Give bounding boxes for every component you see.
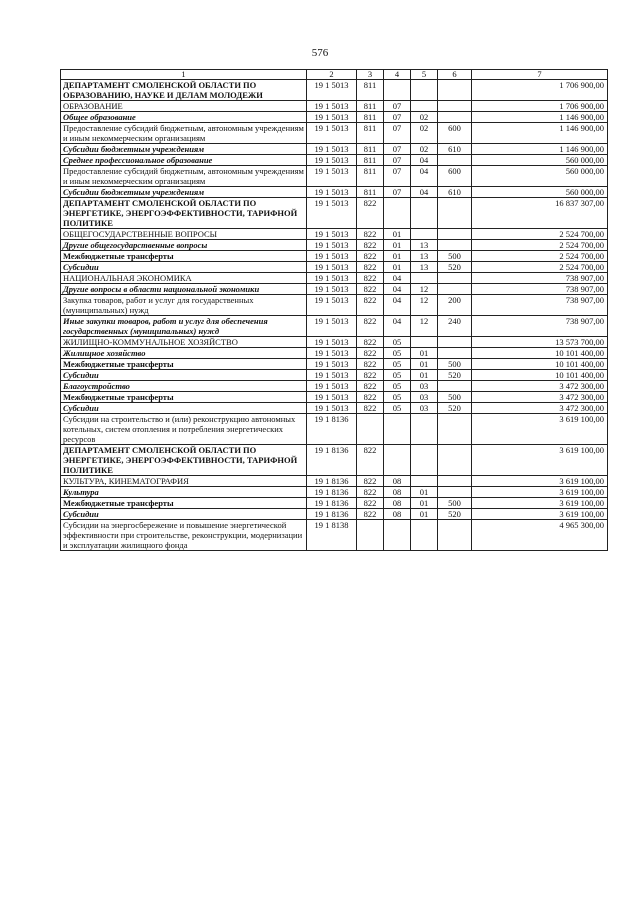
section-code: 07 <box>384 166 411 187</box>
target-article-code: 19 1 8138 <box>307 520 357 551</box>
ministry-code: 822 <box>357 273 384 284</box>
item-name: Субсидии <box>61 370 307 381</box>
item-name: Межбюджетные трансферты <box>61 392 307 403</box>
item-name: ОБЩЕГОСУДАРСТВЕННЫЕ ВОПРОСЫ <box>61 229 307 240</box>
item-name: Закупка товаров, работ и услуг для государственных (муниципальных) нужд <box>61 295 307 316</box>
item-name: Межбюджетные трансферты <box>61 498 307 509</box>
section-code: 05 <box>384 337 411 348</box>
item-name: ОБРАЗОВАНИЕ <box>61 101 307 112</box>
item-name: Субсидии на строительство и (или) реконструкцию автономных котельных, систем отопления и потребления энергетических ресурсов <box>61 414 307 445</box>
expense-type-code: 500 <box>438 392 472 403</box>
table-row <box>61 487 608 498</box>
expense-type-code: 600 <box>438 166 472 187</box>
expense-type-code <box>438 155 472 166</box>
target-article-code: 19 1 5013 <box>307 316 357 337</box>
amount: 560 000,00 <box>472 155 608 166</box>
amount: 16 837 307,00 <box>472 198 608 229</box>
expense-type-code: 200 <box>438 295 472 316</box>
subsection-code: 13 <box>411 240 438 251</box>
subsection-code: 03 <box>411 392 438 403</box>
subsection-code: 12 <box>411 316 438 337</box>
table-row <box>61 348 608 359</box>
table-row <box>61 284 608 295</box>
ministry-code: 822 <box>357 370 384 381</box>
item-name: Иные закупки товаров, работ и услуг для обеспечения государственных (муниципальных) нужд <box>61 316 307 337</box>
ministry-code: 822 <box>357 284 384 295</box>
subsection-code: 13 <box>411 262 438 273</box>
section-code: 04 <box>384 284 411 295</box>
table-row <box>61 240 608 251</box>
subsection-code <box>411 520 438 551</box>
amount: 1 706 900,00 <box>472 80 608 101</box>
amount: 3 472 300,00 <box>472 392 608 403</box>
table-row <box>61 273 608 284</box>
target-article-code: 19 1 5013 <box>307 112 357 123</box>
target-article-code: 19 1 5013 <box>307 101 357 112</box>
ministry-code: 822 <box>357 509 384 520</box>
ministry-code: 822 <box>357 295 384 316</box>
expense-type-code: 610 <box>438 144 472 155</box>
section-code: 05 <box>384 381 411 392</box>
amount: 3 619 100,00 <box>472 487 608 498</box>
subsection-code: 01 <box>411 348 438 359</box>
table-body <box>61 70 608 551</box>
expense-type-code <box>438 337 472 348</box>
expense-type-code <box>438 112 472 123</box>
expense-type-code <box>438 240 472 251</box>
page-number: 576 <box>311 47 329 59</box>
amount: 1 146 900,00 <box>472 123 608 144</box>
amount: 738 907,00 <box>472 273 608 284</box>
table-row <box>61 155 608 166</box>
header-col-7: 7 <box>472 70 608 80</box>
target-article-code: 19 1 8136 <box>307 498 357 509</box>
target-article-code: 19 1 5013 <box>307 273 357 284</box>
table-row <box>61 187 608 198</box>
section-code: 05 <box>384 403 411 414</box>
table-row <box>61 123 608 144</box>
table-row <box>61 198 608 229</box>
subsection-code: 04 <box>411 166 438 187</box>
ministry-code: 822 <box>357 381 384 392</box>
section-code: 07 <box>384 144 411 155</box>
subsection-code <box>411 198 438 229</box>
ministry-code: 822 <box>357 498 384 509</box>
section-code: 04 <box>384 316 411 337</box>
item-name: Предоставление субсидий бюджетным, автономным учреждениям и иным некоммерческим организациям <box>61 123 307 144</box>
subsection-code: 01 <box>411 509 438 520</box>
target-article-code: 19 1 8136 <box>307 445 357 476</box>
table-row <box>61 101 608 112</box>
target-article-code: 19 1 5013 <box>307 229 357 240</box>
expense-type-code: 500 <box>438 498 472 509</box>
section-code: 04 <box>384 273 411 284</box>
ministry-code: 822 <box>357 198 384 229</box>
amount: 3 619 100,00 <box>472 445 608 476</box>
item-name: ДЕПАРТАМЕНТ СМОЛЕНСКОЙ ОБЛАСТИ ПО ЭНЕРГЕТИКЕ, ЭНЕРГОЭФФЕКТИВНОСТИ, ТАРИФНОЙ ПОЛИТИКЕ <box>61 198 307 229</box>
expense-type-code: 520 <box>438 262 472 273</box>
subsection-code <box>411 445 438 476</box>
ministry-code <box>357 414 384 445</box>
target-article-code: 19 1 5013 <box>307 392 357 403</box>
expense-type-code <box>438 198 472 229</box>
subsection-code: 04 <box>411 187 438 198</box>
subsection-code: 04 <box>411 155 438 166</box>
target-article-code: 19 1 5013 <box>307 359 357 370</box>
amount: 2 524 700,00 <box>472 240 608 251</box>
header-col-1: 1 <box>61 70 307 80</box>
section-code <box>384 198 411 229</box>
subsection-code: 01 <box>411 370 438 381</box>
item-name: Жилищное хозяйство <box>61 348 307 359</box>
target-article-code: 19 1 5013 <box>307 348 357 359</box>
ministry-code: 811 <box>357 144 384 155</box>
amount: 738 907,00 <box>472 284 608 295</box>
table-row <box>61 166 608 187</box>
ministry-code: 822 <box>357 392 384 403</box>
ministry-code: 822 <box>357 240 384 251</box>
subsection-code: 13 <box>411 251 438 262</box>
target-article-code: 19 1 8136 <box>307 509 357 520</box>
amount: 3 619 100,00 <box>472 476 608 487</box>
table-row <box>61 414 608 445</box>
target-article-code: 19 1 5013 <box>307 187 357 198</box>
target-article-code: 19 1 5013 <box>307 403 357 414</box>
target-article-code: 19 1 5013 <box>307 198 357 229</box>
section-code: 05 <box>384 392 411 403</box>
expense-type-code <box>438 381 472 392</box>
ministry-code: 822 <box>357 316 384 337</box>
amount: 2 524 700,00 <box>472 262 608 273</box>
ministry-code: 822 <box>357 251 384 262</box>
target-article-code: 19 1 5013 <box>307 381 357 392</box>
target-article-code: 19 1 8136 <box>307 414 357 445</box>
section-code: 08 <box>384 487 411 498</box>
table-row <box>61 520 608 551</box>
table-row <box>61 509 608 520</box>
ministry-code: 822 <box>357 403 384 414</box>
target-article-code: 19 1 5013 <box>307 155 357 166</box>
section-code: 01 <box>384 229 411 240</box>
header-col-6: 6 <box>438 70 472 80</box>
section-code: 01 <box>384 240 411 251</box>
subsection-code: 03 <box>411 381 438 392</box>
ministry-code: 822 <box>357 337 384 348</box>
table-row <box>61 229 608 240</box>
table-row <box>61 316 608 337</box>
ministry-code: 811 <box>357 166 384 187</box>
expense-type-code: 600 <box>438 123 472 144</box>
table-row <box>61 392 608 403</box>
section-code: 07 <box>384 112 411 123</box>
item-name: Субсидии <box>61 509 307 520</box>
target-article-code: 19 1 5013 <box>307 370 357 381</box>
target-article-code: 19 1 5013 <box>307 337 357 348</box>
section-code: 07 <box>384 123 411 144</box>
expense-type-code <box>438 229 472 240</box>
item-name: Субсидии бюджетным учреждениям <box>61 187 307 198</box>
ministry-code: 811 <box>357 155 384 166</box>
subsection-code: 01 <box>411 498 438 509</box>
amount: 3 619 100,00 <box>472 414 608 445</box>
ministry-code: 822 <box>357 445 384 476</box>
header-col-3: 3 <box>357 70 384 80</box>
ministry-code: 811 <box>357 123 384 144</box>
section-code: 01 <box>384 251 411 262</box>
subsection-code <box>411 80 438 101</box>
expense-type-code: 500 <box>438 251 472 262</box>
section-code: 08 <box>384 498 411 509</box>
section-code: 07 <box>384 101 411 112</box>
item-name: Субсидии <box>61 403 307 414</box>
expense-type-code: 500 <box>438 359 472 370</box>
table-row <box>61 251 608 262</box>
target-article-code: 19 1 5013 <box>307 144 357 155</box>
budget-table <box>60 69 608 551</box>
amount: 2 524 700,00 <box>472 251 608 262</box>
table-row <box>61 476 608 487</box>
expense-type-code: 240 <box>438 316 472 337</box>
section-code: 01 <box>384 262 411 273</box>
amount: 4 965 300,00 <box>472 520 608 551</box>
expense-type-code <box>438 445 472 476</box>
table-row <box>61 370 608 381</box>
amount: 560 000,00 <box>472 166 608 187</box>
subsection-code <box>411 229 438 240</box>
expense-type-code <box>438 520 472 551</box>
target-article-code: 19 1 8136 <box>307 476 357 487</box>
expense-type-code: 610 <box>438 187 472 198</box>
amount: 13 573 700,00 <box>472 337 608 348</box>
expense-type-code <box>438 476 472 487</box>
subsection-code: 01 <box>411 487 438 498</box>
item-name: ДЕПАРТАМЕНТ СМОЛЕНСКОЙ ОБЛАСТИ ПО ЭНЕРГЕТИКЕ, ЭНЕРГОЭФФЕКТИВНОСТИ, ТАРИФНОЙ ПОЛИТИКЕ <box>61 445 307 476</box>
table-row <box>61 80 608 101</box>
amount: 3 619 100,00 <box>472 498 608 509</box>
table-row <box>61 498 608 509</box>
ministry-code: 822 <box>357 476 384 487</box>
ministry-code: 822 <box>357 487 384 498</box>
item-name: Субсидии бюджетным учреждениям <box>61 144 307 155</box>
subsection-code: 12 <box>411 295 438 316</box>
amount: 1 146 900,00 <box>472 144 608 155</box>
expense-type-code <box>438 414 472 445</box>
section-code <box>384 80 411 101</box>
item-name: Субсидии на энергосбережение и повышение энергетической эффективности при строительстве, реконструкции, модернизации и эксплуатации жилищного фонда <box>61 520 307 551</box>
subsection-code <box>411 476 438 487</box>
header-row <box>61 70 608 80</box>
table-row <box>61 262 608 273</box>
ministry-code <box>357 520 384 551</box>
expense-type-code <box>438 487 472 498</box>
table-row <box>61 144 608 155</box>
header-col-5: 5 <box>411 70 438 80</box>
table-row <box>61 445 608 476</box>
ministry-code: 811 <box>357 80 384 101</box>
table-row <box>61 403 608 414</box>
amount: 738 907,00 <box>472 316 608 337</box>
item-name: Другие общегосударственные вопросы <box>61 240 307 251</box>
section-code <box>384 414 411 445</box>
table-row <box>61 295 608 316</box>
item-name: НАЦИОНАЛЬНАЯ ЭКОНОМИКА <box>61 273 307 284</box>
target-article-code: 19 1 5013 <box>307 295 357 316</box>
section-code: 05 <box>384 370 411 381</box>
target-article-code: 19 1 5013 <box>307 80 357 101</box>
ministry-code: 822 <box>357 348 384 359</box>
expense-type-code <box>438 101 472 112</box>
expense-type-code <box>438 284 472 295</box>
amount: 10 101 400,00 <box>472 359 608 370</box>
target-article-code: 19 1 5013 <box>307 251 357 262</box>
item-name: ДЕПАРТАМЕНТ СМОЛЕНСКОЙ ОБЛАСТИ ПО ОБРАЗОВАНИЮ, НАУКЕ И ДЕЛАМ МОЛОДЕЖИ <box>61 80 307 101</box>
expense-type-code <box>438 273 472 284</box>
section-code: 07 <box>384 155 411 166</box>
amount: 3 619 100,00 <box>472 509 608 520</box>
subsection-code: 01 <box>411 359 438 370</box>
item-name: Межбюджетные трансферты <box>61 251 307 262</box>
target-article-code: 19 1 5013 <box>307 166 357 187</box>
expense-type-code: 520 <box>438 509 472 520</box>
amount: 2 524 700,00 <box>472 229 608 240</box>
amount: 3 472 300,00 <box>472 381 608 392</box>
section-code: 08 <box>384 476 411 487</box>
item-name: Благоустройство <box>61 381 307 392</box>
ministry-code: 822 <box>357 359 384 370</box>
subsection-code <box>411 273 438 284</box>
subsection-code: 12 <box>411 284 438 295</box>
amount: 738 907,00 <box>472 295 608 316</box>
expense-type-code <box>438 348 472 359</box>
section-code: 04 <box>384 295 411 316</box>
section-code: 08 <box>384 509 411 520</box>
amount: 10 101 400,00 <box>472 370 608 381</box>
table-row <box>61 359 608 370</box>
item-name: Среднее профессиональное образование <box>61 155 307 166</box>
section-code: 05 <box>384 348 411 359</box>
ministry-code: 811 <box>357 101 384 112</box>
target-article-code: 19 1 5013 <box>307 262 357 273</box>
section-code <box>384 445 411 476</box>
expense-type-code: 520 <box>438 370 472 381</box>
ministry-code: 822 <box>357 262 384 273</box>
table-row <box>61 381 608 392</box>
target-article-code: 19 1 5013 <box>307 284 357 295</box>
item-name: Межбюджетные трансферты <box>61 359 307 370</box>
ministry-code: 822 <box>357 229 384 240</box>
expense-type-code: 520 <box>438 403 472 414</box>
item-name: Общее образование <box>61 112 307 123</box>
subsection-code <box>411 337 438 348</box>
amount: 3 472 300,00 <box>472 403 608 414</box>
subsection-code: 02 <box>411 144 438 155</box>
subsection-code: 02 <box>411 123 438 144</box>
table-row <box>61 337 608 348</box>
item-name: КУЛЬТУРА, КИНЕМАТОГРАФИЯ <box>61 476 307 487</box>
subsection-code <box>411 101 438 112</box>
header-col-2: 2 <box>307 70 357 80</box>
subsection-code: 03 <box>411 403 438 414</box>
ministry-code: 811 <box>357 112 384 123</box>
target-article-code: 19 1 5013 <box>307 123 357 144</box>
section-code: 05 <box>384 359 411 370</box>
item-name: Субсидии <box>61 262 307 273</box>
header-col-4: 4 <box>384 70 411 80</box>
amount: 10 101 400,00 <box>472 348 608 359</box>
item-name: Культура <box>61 487 307 498</box>
item-name: Другие вопросы в области национальной экономики <box>61 284 307 295</box>
expense-type-code <box>438 80 472 101</box>
subsection-code <box>411 414 438 445</box>
section-code: 07 <box>384 187 411 198</box>
amount: 560 000,00 <box>472 187 608 198</box>
target-article-code: 19 1 8136 <box>307 487 357 498</box>
item-name: ЖИЛИЩНО-КОММУНАЛЬНОЕ ХОЗЯЙСТВО <box>61 337 307 348</box>
ministry-code: 811 <box>357 187 384 198</box>
table-row <box>61 112 608 123</box>
item-name: Предоставление субсидий бюджетным, автономным учреждениям и иным некоммерческим организациям <box>61 166 307 187</box>
subsection-code: 02 <box>411 112 438 123</box>
target-article-code: 19 1 5013 <box>307 240 357 251</box>
amount: 1 146 900,00 <box>472 112 608 123</box>
section-code <box>384 520 411 551</box>
amount: 1 706 900,00 <box>472 101 608 112</box>
